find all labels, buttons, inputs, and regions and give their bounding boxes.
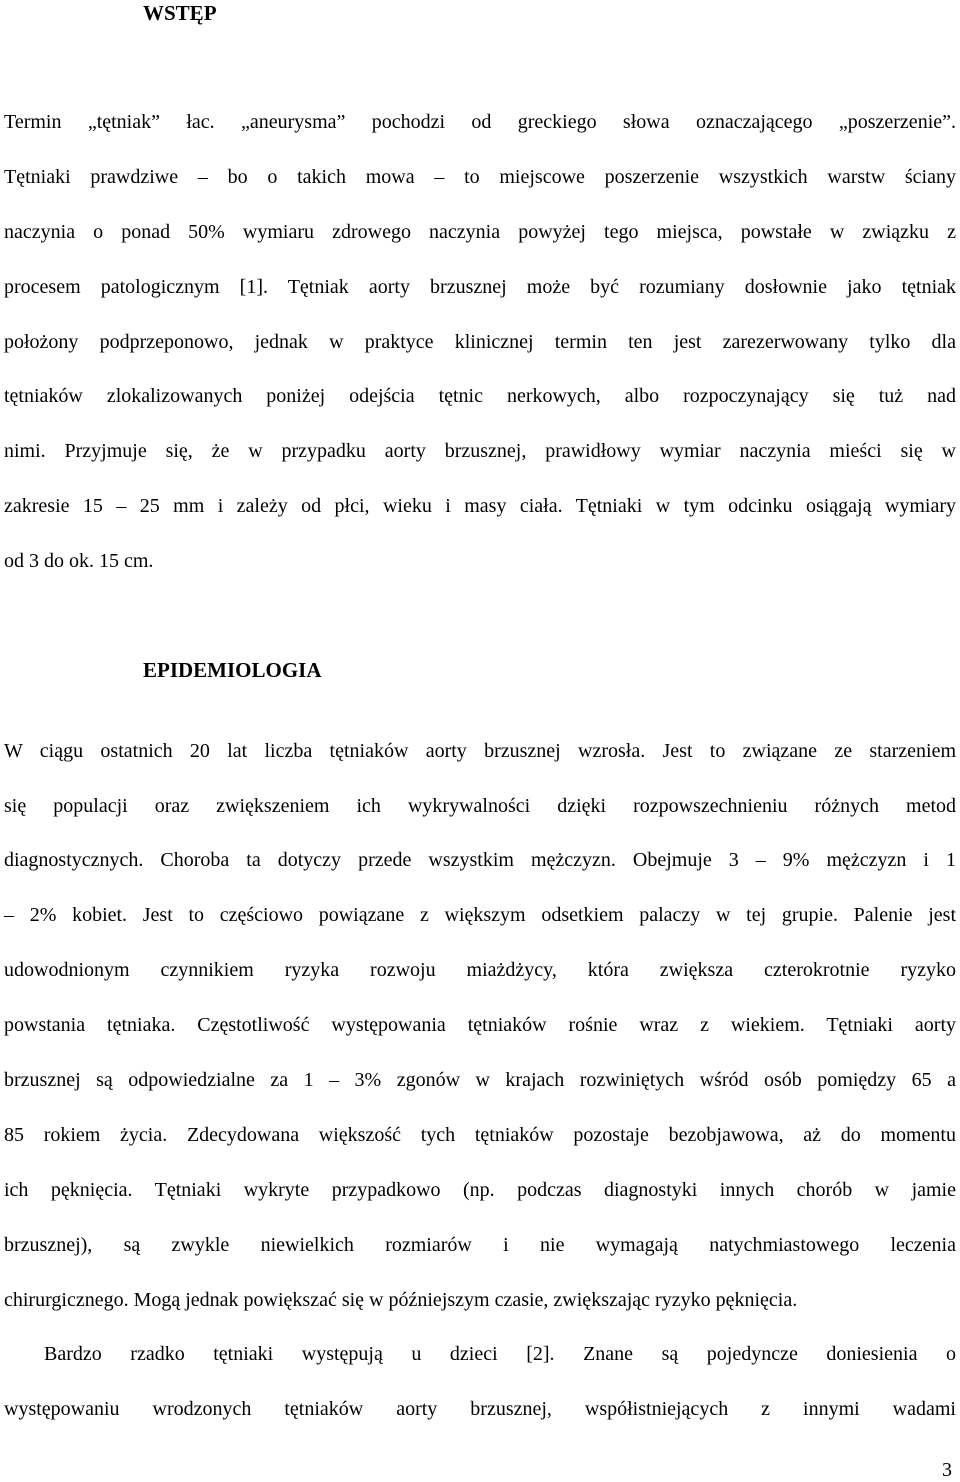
text-line: występowaniu wrodzonych tętniaków aorty brzusznej, współistniejących z innymi wadami [4,1398,956,1420]
text-line: powstania tętniaka. Częstotliwość występowania tętniaków rośnie wraz z wiekiem. Tętniaki aorty [4,1014,956,1036]
text-line: od 3 do ok. 15 cm. [4,550,154,572]
text-line: nimi. Przyjmuje się, że w przypadku aorty brzusznej, prawidłowy wymiar naczynia mieści się w [4,440,956,462]
text-line: brzusznej), są zwykle niewielkich rozmiarów i nie wymagają natychmiastowego leczenia [4,1234,956,1256]
section-heading-epidemiologia: EPIDEMIOLOGIA [143,658,322,682]
text-line: Tętniaki prawdziwe – bo o takich mowa – to miejscowe poszerzenie wszystkich warstw ściany [4,166,956,188]
text-line: diagnostycznych. Choroba ta dotyczy przede wszystkim mężczyzn. Obejmuje 3 – 9% mężczyzn i 1 [4,849,956,871]
text-line: naczynia o ponad 50% wymiaru zdrowego naczynia powyżej tego miejsca, powstałe w związku z [4,221,956,243]
text-line: Termin „tętniak” łac. „aneurysma” pochodzi od greckiego słowa oznaczającego „poszerzenie”. [4,111,956,133]
text-line: tętniaków zlokalizowanych poniżej odejścia tętnic nerkowych, albo rozpoczynający się tuż nad [4,385,956,407]
text-line: się populacji oraz zwiększeniem ich wykrywalności dzięki rozpowszechnieniu różnych metod [4,795,956,817]
text-line: położony podprzeponowo, jednak w praktyce klinicznej termin ten jest zarezerwowany tylko dla [4,331,956,353]
text-line: brzusznej są odpowiedzialne za 1 – 3% zgonów w krajach rozwiniętych wśród osób pomiędzy 65 a [4,1069,956,1091]
text-line: ich pęknięcia. Tętniaki wykryte przypadkowo (np. podczas diagnostyki innych chorób w jamie [4,1179,956,1201]
text-line: chirurgicznego. Mogą jednak powiększać się w późniejszym czasie, zwiększając ryzyko pęknięcia. [4,1289,798,1311]
text-line: zakresie 15 – 25 mm i zależy od płci, wieku i masy ciała. Tętniaki w tym odcinku osiągają wymiary [4,495,956,517]
text-line: W ciągu ostatnich 20 lat liczba tętniaków aorty brzusznej wzrosła. Jest to związane ze starzeniem [4,740,956,762]
section-heading-wstep: WSTĘP [143,1,217,25]
text-line: – 2% kobiet. Jest to częściowo powiązane z większym odsetkiem palaczy w tej grupie. Palenie jest [4,904,956,926]
text-line: udowodnionym czynnikiem ryzyka rozwoju miażdżycy, która zwiększa czterokrotnie ryzyko [4,959,956,981]
page-number: 3 [942,1459,952,1481]
text-line: 85 rokiem życia. Zdecydowana większość tych tętniaków pozostaje bezobjawowa, aż do momentu [4,1124,956,1146]
text-line: procesem patologicznym [1]. Tętniak aorty brzusznej może być rozumiany dosłownie jako tętniak [4,276,956,298]
text-line: Bardzo rzadko tętniaki występują u dzieci [2]. Znane są pojedyncze doniesienia o [44,1343,956,1365]
